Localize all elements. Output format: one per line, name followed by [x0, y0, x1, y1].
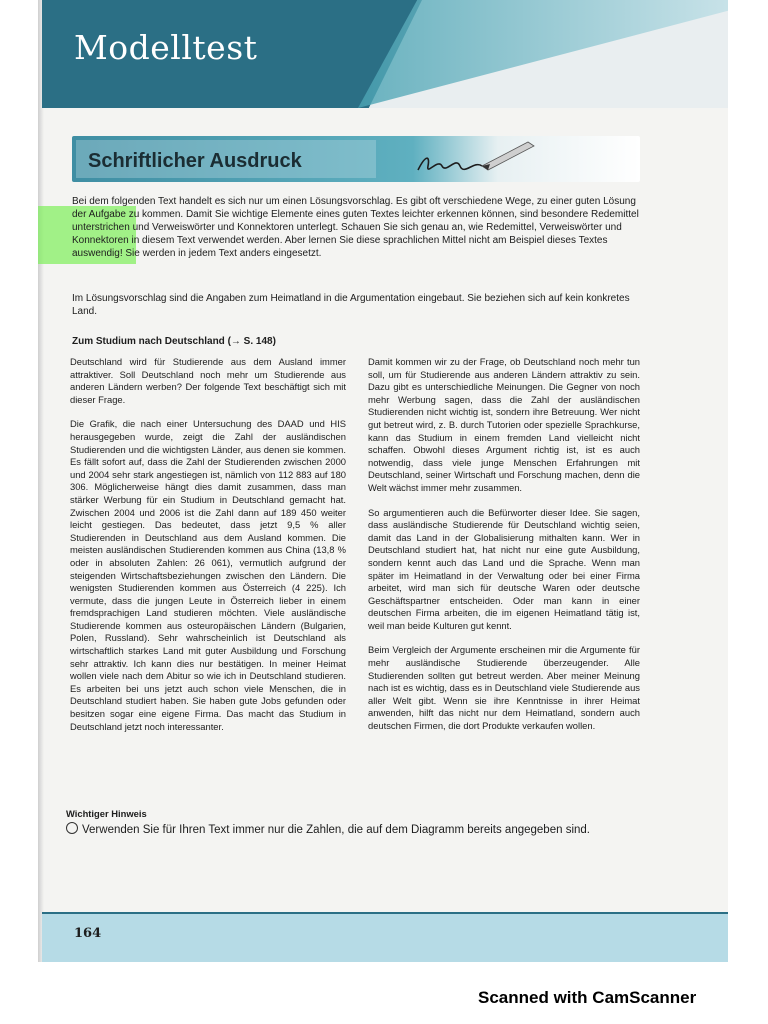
- essay-column-left: [70, 356, 346, 745]
- page-title: Modelltest: [74, 28, 258, 67]
- page-number: 164: [74, 926, 102, 941]
- scanner-watermark: Scanned with CamScanner: [478, 988, 697, 1007]
- intro-paragraph: Bei dem folgenden Text handelt es sich nur um einen Lösungsvorschlag. Es gibt oft verschiedene Wege, zu einer guten Lösung der Aufgabe zu kommen. Damit Sie wichtige Elemente eines guten Textes leichter erkennen können, sind besondere Redemittel unterstrichen und Verweiswörter und Konnektoren unterlegt. Schauen Sie sich genau an, wie Redemittel, Verweiswörter und Konnektoren in diesem Text verwendet werden. Aber lernen Sie diese sprachlichen Mittel nicht am Beispiel dieses Textes auswendig! Sie werden in jedem Text anders eingesetzt.: [72, 196, 639, 259]
- footer-band: [42, 914, 728, 962]
- page-shadow: [38, 0, 44, 962]
- hint-title: Wichtiger Hinweis: [66, 808, 147, 819]
- hint-text: Verwenden Sie für Ihren Text immer nur die Zahlen, die auf dem Diagramm bereits angegeben sind.: [82, 824, 590, 836]
- fountain-pen-icon: [378, 136, 538, 180]
- section-title: Schriftlicher Ausdruck: [88, 150, 302, 172]
- hint-icon: [66, 822, 78, 834]
- essay-heading: Zum Studium nach Deutschland (→ S. 148): [72, 336, 276, 347]
- essay-paragraph: Die Grafik, die nach einer Untersuchung des DAAD und HIS herausgegeben wurde, zeigt die Zahl der ausländischen Studierenden und die wichtigsten Länder, aus denen sie kommen. Es fällt sofort auf, dass die Zahl der Studierenden zwischen 2000 und 2004 sehr stark angestiegen ist, nämlich von 112 883 auf 180 306. Möglicherweise hängt dies damit zusammen, dass man stärker Werbung für ein Studium in Deutschland gemacht hat. Zwischen 2004 und 2006 ist die Zahl dann auf 189 450 weiter leicht gestiegen. Das bedeutet, dass jetzt 9,5 % aller Studierenden in Deutschland aus dem Ausland kommen. Die meisten ausländischen Studierenden kommen aus China (13,8 % oder in absoluten Zahlen: 26 061), vermutlich aufgrund der steigenden Wirtschaftsbeziehungen zwischen den Ländern. Die wenigsten Studierenden kommen aus Österreich (4 225). Ich vermute, dass die jungen Leute in Österreich lieber in einem fremdsprachigen Land studieren möchten. Viele ausländische Studierende kommen aus osteuropäischen Ländern (Bulgarien, Polen, Russland). Sehr wahrscheinlich ist Deutschland als wirtschaftlich starkes Land mit guter Ausbildung und Forschung sehr attraktiv. Ich kann dies nur bestätigen. In meiner Heimat wollen viele nach dem Abitur so wie ich in Deutschland studieren. Es arbeiten bei uns jetzt auch schon viele Menschen, die in Deutschland studiert haben. Sie haben gute Jobs gefunden oder besitzen sogar eine eigene Firma. Das macht das Studium in Deutschland jetzt noch interessanter.: [70, 418, 346, 732]
- intro-paragraph-2: Im Lösungsvorschlag sind die Angaben zum Heimatland in die Argumentation eingebaut. Sie beziehen sich auf kein konkretes Land.: [72, 293, 630, 317]
- essay-paragraph: Damit kommen wir zu der Frage, ob Deutschland noch mehr tun soll, um für Studierende aus anderen Ländern attraktiv zu sein. Dazu gibt es unterschiedliche Meinungen. Die Gegner von noch mehr Werbung sagen, dass die Zahl der ausländischen Studierenden nicht wichtig ist, sondern ihre Betreuung. Wer nicht gut betreut wird, z. B. durch Tutorien oder spezielle Sprachkurse, kann das Studium in einem fremden Land vielleicht nicht schaffen. Obwohl dieses Argument richtig ist, ist es auch notwendig, dass viele junge Menschen Erfahrungen mit Deutschland, seiner Wirtschaft und Forschung machen, denn die Welt wächst immer mehr zusammen.: [368, 356, 640, 493]
- essay-paragraph: Beim Vergleich der Argumente erscheinen mir die Argumente für mehr ausländische Studierende überzeugender. Alle Studierenden sollten gut betreut werden. Aber meiner Meinung nach ist es wichtig, dass es in Deutschland viele Studierende aus aller Welt gibt. Wenn sie ihre Kenntnisse in ihrer Heimat anwenden, hilft das nicht nur dem Heimatland, sondern auch deutschen Firmen, die dort Produkte verkaufen wollen.: [368, 644, 640, 732]
- hint-text-line: [66, 822, 590, 836]
- essay-paragraph: Deutschland wird für Studierende aus dem Ausland immer attraktiver. Soll Deutschland noch mehr um Studierende aus anderen Ländern werben? Der folgende Text beschäftigt sich mit dieser Frage.: [70, 356, 346, 405]
- essay-column-right: [368, 356, 640, 745]
- essay-paragraph: So argumentieren auch die Befürworter dieser Idee. Sie sagen, dass ausländische Studierende für Deutschland wichtig seien, damit das Land in der Globalisierung mithalten kann. Wer in Deutschland studiert hat, hat nicht nur eine gute Ausbildung, sondern kennt auch das Land und die Sprache. Wenn man später im Heimatland in der Verwaltung oder bei einer Firma arbeitet, wird man sich für deutsche Waren oder deutsche Geschäftspartner entscheiden. Oder man kann in einer deutschen Firma arbeiten, die im eigenen Heimatland tätig ist, weil man beide Kulturen gut kennt.: [368, 506, 640, 631]
